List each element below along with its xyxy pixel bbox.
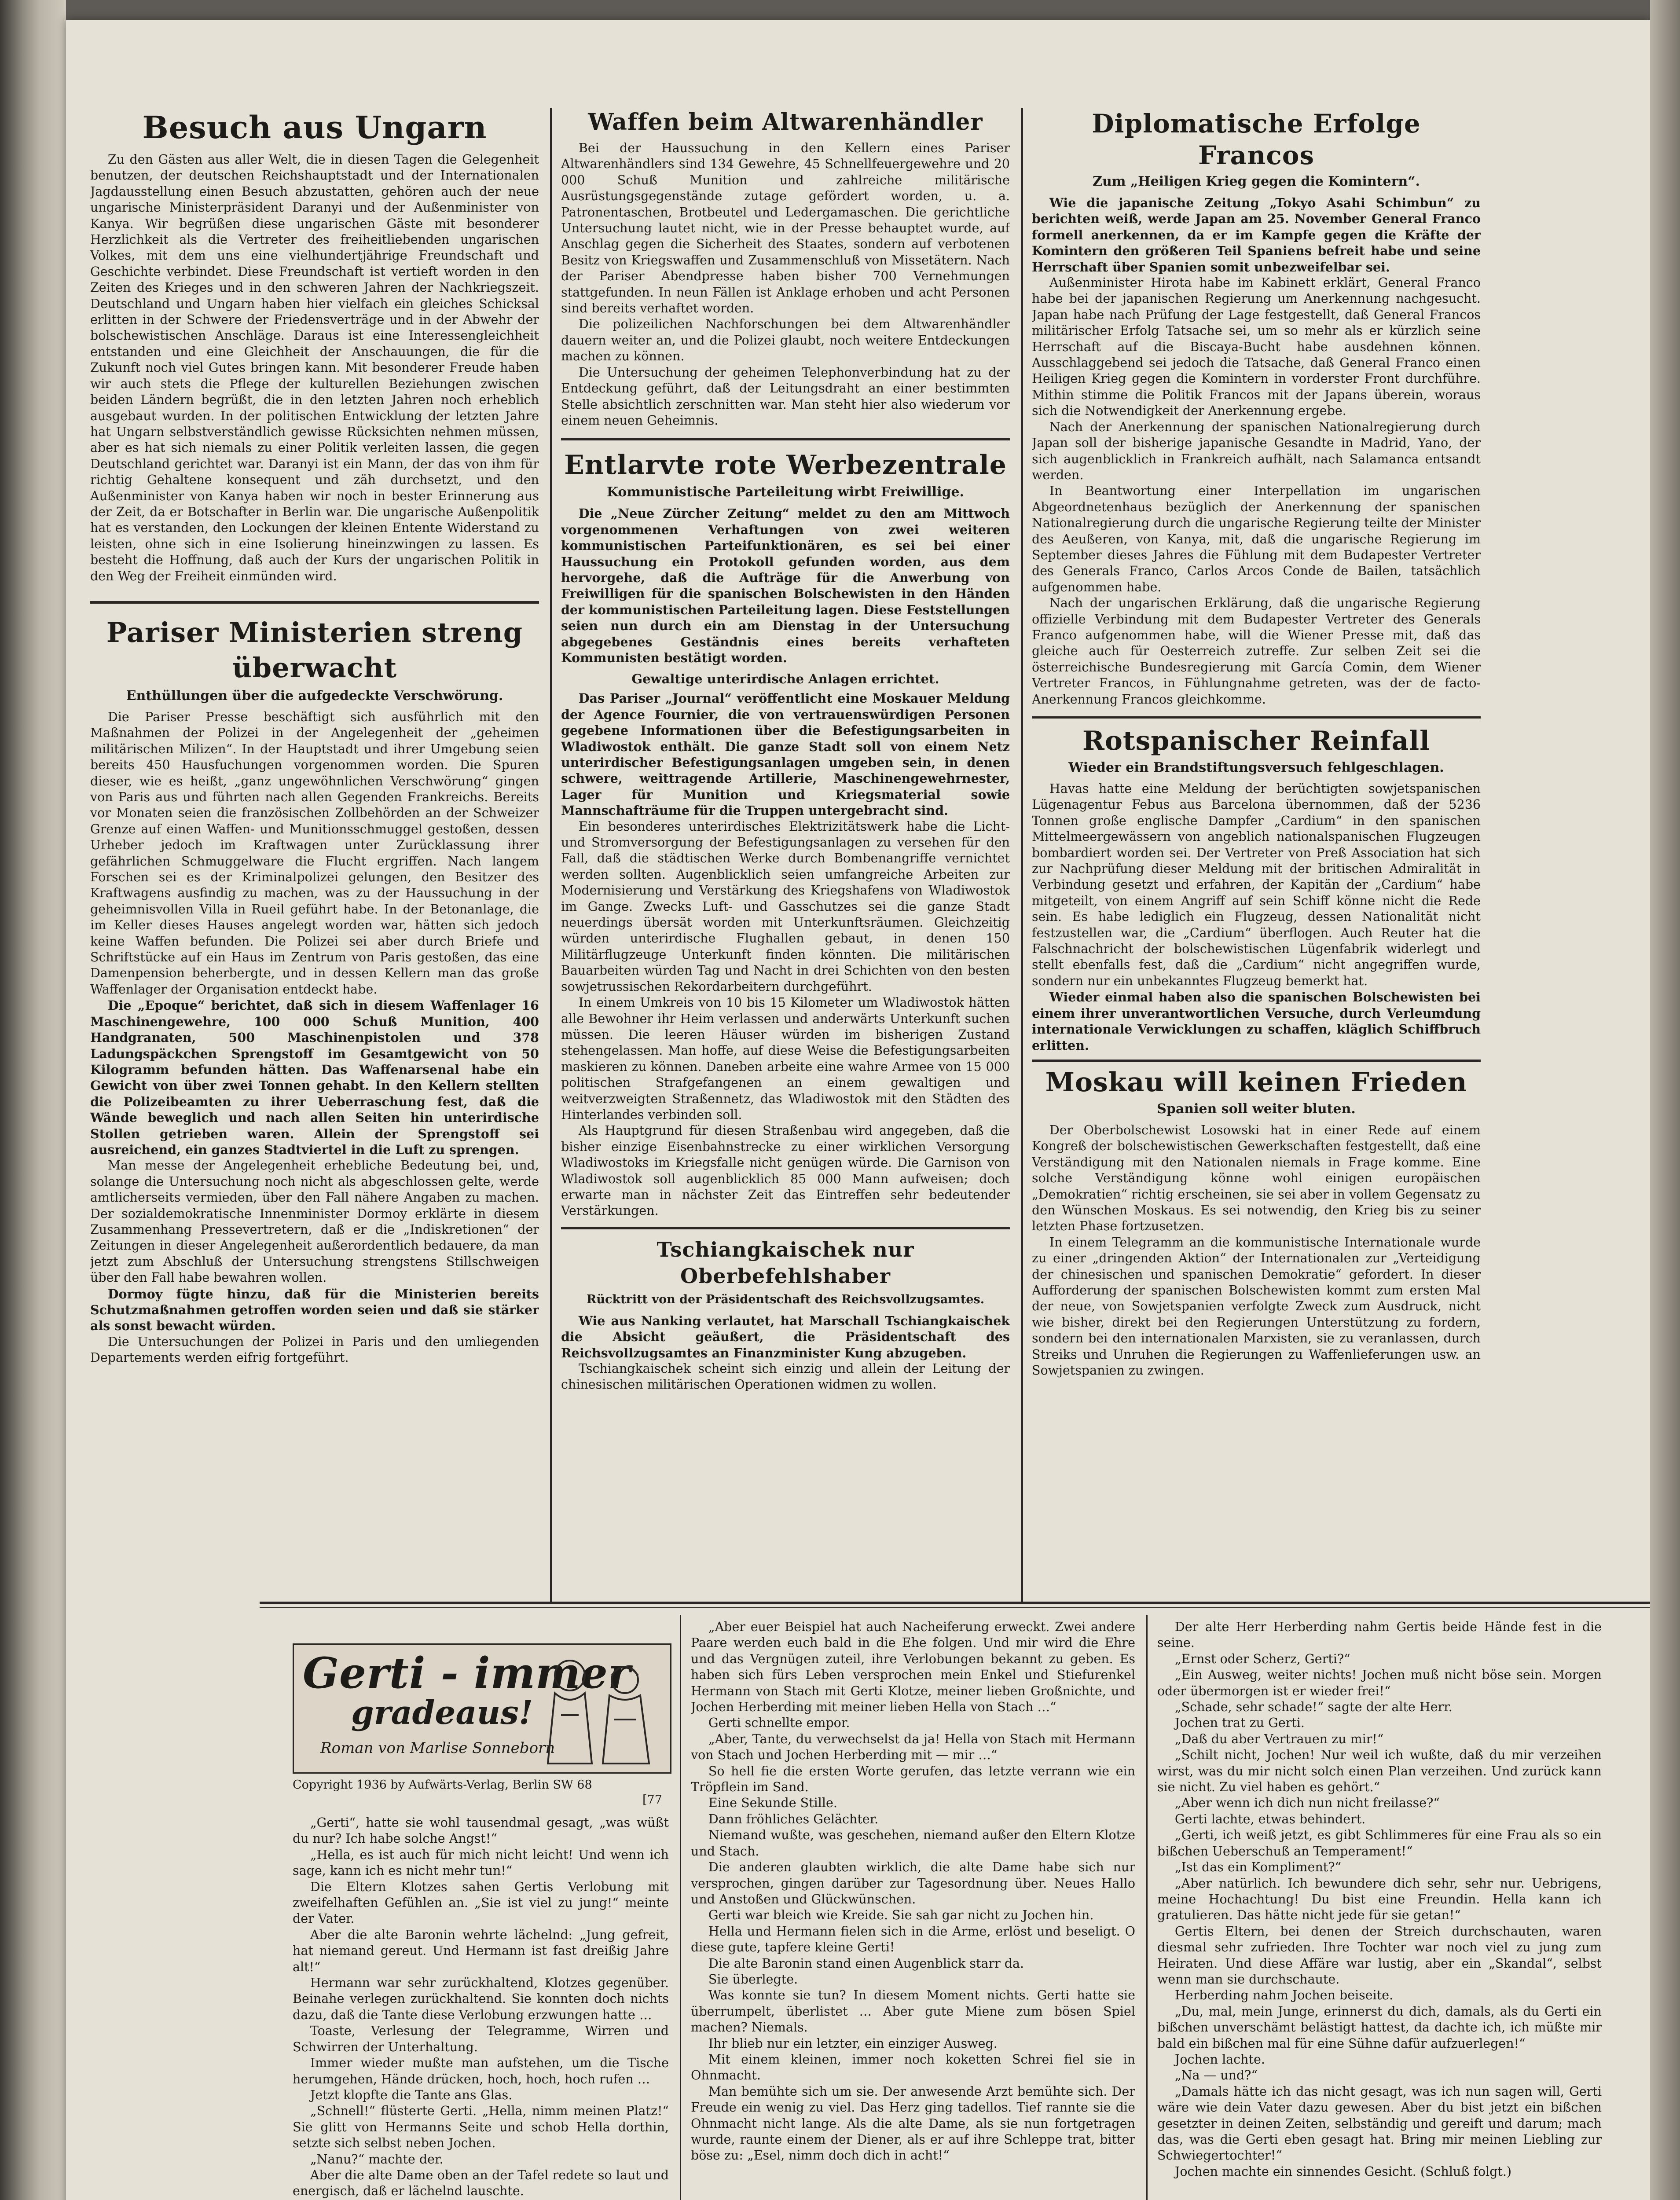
- serial-column-rule-1: [680, 1615, 681, 2200]
- subhead-unterirdische-anlagen: Gewaltige unterirdische Anlagen errichtet.: [631, 671, 939, 687]
- serial-paragraph: Der alte Herr Herberding nahm Gertis beide Hände fest in die seine.: [1157, 1620, 1602, 1650]
- serial-paragraph: Immer wieder mußte man aufstehen, um die Tische herumgehen, Hände drücken, hoch, hoch, hoch rufen …: [293, 2056, 669, 2086]
- column-1: [90, 108, 539, 1617]
- serial-paragraph: Toaste, Verlesung der Telegramme, Wirren und Schwirren der Unterhaltung.: [293, 2024, 669, 2054]
- serial-paragraph: Dann fröhliches Gelächter.: [708, 1811, 879, 1826]
- subhead-enthuellungen: Enthüllungen über die aufgedeckte Verschwörung.: [126, 688, 503, 704]
- article-rotspanischer-reinfall: Havas hatte eine Meldung der berüchtigten sowjetspanischen Lügenagentur Febus aus Barcelona übernommen, daß der 5236 Tonnen große englische Dampfer „Cardium“ in den spanischen Mittelmeergewässern von angeblich nationalspanischen Flugzeugen bombardiert worden sei. Der Vertreter von Preß Association hat sich zur Nachprüfung dieser Meldung mit der britischen Admiralität in Verbindung gesetzt und erfahren, der Kapitän der „Cardium“ habe mitgeteilt, von einem Angriff auf sein Schiff könne nicht die Rede sein. Es habe lediglich ein Flugzeug, dessen Nationalität nicht festzustellen war, die „Cardium“ überflogen. Auch Reuter hat die Falschnachricht der bolschewistischen Lügenfabrik widerlegt und stellt ebenfalls fest, daß die „Cardium“ nicht angegriffen wurde, sondern nur ein unbekanntes Flugzeug bemerkt hat. Wieder einmal haben also die spanischen Bolschewisten bei einem ihrer unverantwortlichen Versuche, durch Verleumdung internationale Verwicklungen zu schaffen, kläglich Schiffbruch erlitten.: [1032, 781, 1481, 1053]
- serial-paragraph: „Na — und?“: [1174, 2068, 1258, 2083]
- section-rule: [90, 601, 539, 604]
- serial-paragraph: „Du, mal, mein Junge, erinnerst du dich, damals, als du Gerti ein bißchen unverschämt belästigt hattest, da dachte ich, ich müßte mir bald ein bißchen mal für eine Sühne dafür aufzuerlegen!“: [1157, 2004, 1602, 2051]
- serial-paragraph: So hell fie die ersten Worte gerufen, das letzte verrann wie ein Tröpflein im Sand.: [691, 1764, 1135, 1795]
- serial-illustration: [530, 1649, 662, 1768]
- serial-paragraph: „Daß du aber Vertrauen zu mir!“: [1174, 1731, 1384, 1746]
- serial-paragraph: „Aber euer Beispiel hat auch Nacheiferung erweckt. Zwei andere Paare werden euch bald in die Ehe folgen. Und mir wird die Ehre und das Vergnügen zuteil, ihre Verlobungen bekannt zu geben. Es haben sich fürs Leben versprochen mein Enkel und Stiefurenkel Hermann von Stach mit Gerti Klotze, meiner lieben Großnichte, und Jochen Herberding mit meiner lieben Hella von Stach …“: [691, 1620, 1135, 1715]
- serial-paragraph: Aber die alte Baronin wehrte lächelnd: „Jung gefreit, hat niemand gereut. Und Hermann ist fast dreißig Jahre alt!“: [293, 1927, 669, 1974]
- serial-paragraph: „Hella, es ist auch für mich nicht leicht! Und wenn ich sage, kann ich es nicht mehr tun!“: [293, 1847, 669, 1878]
- column-rule-2: [1021, 108, 1023, 1604]
- section-rule: [561, 1227, 1010, 1229]
- serial-paragraph: „Ist das ein Kompliment?“: [1174, 1860, 1342, 1875]
- headline-entlarvte-werbezentrale: Entlarvte rote Werbezentrale: [564, 450, 1007, 481]
- serial-paragraph: „Ein Ausweg, weiter nichts! Jochen muß nicht böse sein. Morgen oder übermorgen ist er wieder frei!“: [1157, 1668, 1602, 1698]
- serial-paragraph: Gerti schnellte empor.: [708, 1716, 850, 1731]
- serial-chapter-number: [77: [642, 1793, 662, 1807]
- subhead-brandstiftungsversuch: Wieder ein Brandstiftungsversuch fehlgeschlagen.: [1068, 760, 1444, 775]
- serial-paragraph: Die anderen glaubten wirklich, die alte Dame habe sich nur versprochen, gingen darüber zur Tagesordnung über. Neues Hallo und Anstoßen und Glückwünschen.: [691, 1860, 1135, 1907]
- article-moskau-frieden: Der Oberbolschewist Losowski hat in einer Rede auf einem Kongreß der bolschewistischen Gewerkschaften festgestellt, daß eine Verständigung mit den Nationalen niemals in Frage komme. Eine solche Verständigung könne wohl einigen europäischen „Demokratien“ richtig erscheinen, sie sei aber in vollem Gegensatz zu den Wünschen Moskaus. Es sei notwendig, den Krieg bis zu seiner letzten Phase fortzusetzen. In einem Telegramm an die kommunistische Internationale wurde zu einer „dringenden Aktion“ der Internationalen zur „Verteidigung der chinesischen und spanischen Demokratie“ gefordert. In dieser Aufforderung der spanischen Bolschewisten kommt zum ersten Mal der neue, von Sowjetspanien verfolgte Zweck zum Ausdruck, nicht wie bisher, direkt bei den Regierungen Unterstützung zu fordern, sondern bei den internationalen Marxisten, sie zu veranlassen, durch Streiks und Unruhen die Regierungen zu Waffenlieferungen usw. an Sowjetspanien zu zwingen.: [1032, 1122, 1481, 1378]
- serial-paragraph: Jochen machte ein sinnendes Gesicht. (Schluß folgt.): [1174, 2164, 1512, 2179]
- serial-paragraph: Mit einem kleinen, immer noch koketten Schrei fiel sie in Ohnmacht.: [691, 2052, 1135, 2083]
- serial-paragraph: Niemand wußte, was geschehen, niemand außer den Eltern Klotze und Stach.: [691, 1828, 1135, 1859]
- article-pariser-ministerien: Die Pariser Presse beschäftigt sich ausführlich mit den Maßnahmen der Polizei in der Angelegenheit der „geheimen militärischen Milizen“. In der Hauptstadt und ihrer Umgebung seien bereits 450 Hausfuchungen vorgenommen worden. Die Spuren dieser, wie es heißt, „ganz ungewöhnlichen Verschwörung“ gingen von Paris aus und führten nach allen Gegenden Frankreichs. Bereits vor Monaten seien die französischen Zollbehörden an der Schweizer Grenze auf einen Waffen- und Munitionsschmuggel gestoßen, dessen Urheber jedoch im Kraftwagen unter Zurücklassung ihrer gefährlichen Schmuggelware die Flucht ergriffen. Nach langem Forschen sei es der Kriminalpolizei gelungen, den Besitzer des Kraftwagens ausfindig zu machen, was zu der Haussuchung in der geheimnisvollen Villa in Rueil geführt habe. In der Betonanlage, die im Keller dieses Hauses angelegt worden war, hätten sich jedoch keine Waffen befunden. Die Polizei sei aber durch Briefe und Schriftstücke auf ein Haus im Zentrum von Paris gestoßen, das eine Damenpension beherbergte, und in dessen Kellern man das große Waffenlager der Organisation entdeckt habe. Die „Epoque“ berichtet, daß sich in diesem Waffenlager 16 Maschinengewehre, 100 000 Schuß Munition, 400 Handgranaten, 500 Maschinenpistolen und 378 Ladungspäckchen Sprengstoff im Gesamtgewicht von 50 Kilogramm befunden hätten. Das Waffenarsenal habe ein Gewicht von über zwei Tonnen gehabt. In den Kellern stellten die Polizeibeamten zu ihrer Ueberraschung fest, daß die Wände beweglich und nach allen Seiten hin unterirdische Stollen getrieben waren. Allein der Sprengstoff sei ausreichend, ein ganzes Stadtviertel in die Luft zu sprengen. Man messe der Angelegenheit erhebliche Bedeutung bei, und, solange die Untersuchung noch nicht als abgeschlossen gelte, werde amtlicherseits vermieden, über den Fall nähere Angaben zu machen. Der sozialdemokratische Innenminister Dormoy erklärte in diesem Zusammenhang Pressevertretern, daß er die „Indiskretionen“ der Zeitungen in dieser Angelegenheit außerordentlich bedauere, da man jetzt zum Abschluß der Untersuchung strengstens Stillschweigen über den Fall habe bewahren wollen. Dormoy fügte hinzu, daß für die Ministerien bereits Schutzmaßnahmen getroffen worden seien und daß sie stärker als sonst bewacht würden. Die Untersuchungen der Polizei in Paris und den umliegenden Departements werden eifrig fortgeführt.: [90, 709, 539, 1365]
- subhead-heiliger-krieg: Zum „Heiligen Krieg gegen die Komintern“.: [1093, 174, 1420, 189]
- serial-paragraph: Gerti lachte, etwas behindert.: [1174, 1811, 1366, 1826]
- article-tschiangkaischek: Wie aus Nanking verlautet, hat Marschall Tschiangkaischek die Absicht geäußert, die Präsidentschaft des Reichsvollzugsamtes an Finanzminister Kung abzugeben. Tschiangkaischek scheint sich einzig und allein der Leitung der chinesischen militärischen Operationen widmen zu wollen.: [561, 1313, 1010, 1392]
- headline-waffen-altwarenhaendler: Waffen beim Altwarenhändler: [588, 109, 983, 136]
- article-diplomatische-erfolge: Wie die japanische Zeitung „Tokyo Asahi Schimbun“ zu berichten weiß, werde Japan am 25. November General Franco formell anerkennen, da er im Kampfe gegen die Kräfte der Komintern den größeren Teil Spaniens befreit habe und seine Herrschaft über Spanien somit unbezweifelbar sei. Außenminister Hirota habe im Kabinett erklärt, General Franco habe bei der japanischen Regierung um Anerkennung nachgesucht. Japan habe nach Prüfung der Lage festgestellt, daß General Francos militärischer Erfolg Tatsache sei, um so mehr als er kürzlich seine Herrschaft auf die Biscaya-Bucht habe ausdehnen können. Ausschlaggebend sei jedoch die Tatsache, daß General Franco einen Heiligen Krieg gegen die Komintern in vorderster Front durchführe. Mithin stimme die Politik Francos mit der Japans überein, woraus sich die Notwendigkeit der Anerkennung ergebe. Nach der Anerkennung der spanischen Nationalregierung durch Japan soll der bisherige japanische Gesandte in Madrid, Yano, der sich augenblicklich in Frankreich aufhält, nach Salamanca entsandt werden. In Beantwortung einer Interpellation im ungarischen Abgeordnetenhaus bezüglich der Anerkennung der spanischen Nationalregierung durch die ungarische Regierung teilte der Minister des Aeußeren, von Kanya, mit, daß die ungarische Regierung im September dieses Jahres die Fühlung mit dem Budapester Vertreter des Generals Franco, Carlos Arcos Conde de Bailen, tatsächlich aufgenommen habe. Nach der ungarischen Erklärung, daß die ungarische Regierung offizielle Verbindung mit dem Budapester Vertreter des Generals Franco aufgenommen habe, will die Wiener Presse mit, daß das gleiche auch für Oesterreich zutreffe. Zur selben Zeit sei die österreichische Bundesregierung mit García Comin, dem Wiener Vertreter Francos, in Fühlungnahme getreten, was der de facto-Anerkennung Francos gleichkomme.: [1032, 195, 1481, 707]
- serial-paragraph: Herberding nahm Jochen beiseite.: [1174, 1988, 1394, 2003]
- column-rule-1: [550, 108, 552, 1604]
- serial-separator-rule-thin: [260, 1607, 1650, 1608]
- subhead-ruecktritt: Rücktritt von der Präsidentschaft des Reichsvollzugsamtes.: [586, 1292, 985, 1306]
- serial-paragraph: „Ernst oder Scherz, Gerti?“: [1174, 1651, 1350, 1666]
- subhead-spanien-bluten: Spanien soll weiter bluten.: [1157, 1101, 1356, 1117]
- article-wladiwostok: Das Pariser „Journal“ veröffentlicht eine Moskauer Meldung der Agence Fournier, die von vertrauenswürdigen Personen gegebene Informationen über die Befestigungsarbeiten in Wladiwostok enthält. Die ganze Stadt soll von einem Netz unterirdischer Befestigungsanlagen umgeben sein, in denen schwere, weittragende Artillerie, Maschinengewehrnester, Lager für Munition und Kriegsmaterial sowie Mannschafträume für die Truppen untergebracht sind. Ein besonderes unterirdisches Elektrizitätswerk habe die Licht- und Stromversorgung der Befestigungsanlagen zu versehen für den Fall, daß die städtischen Werke durch Bombenangriffe vernichtet werden sollten. Augenblicklich seien umfangreiche Arbeiten zur Modernisierung und Verstärkung des Kriegshafens von Wladiwostok im Gange. Zwecks Luft- und Gasschutzes sei die ganze Stadt neuerdings übersät worden mit Unterkunftsräumen. Gleichzeitig würden unterirdische Flughallen gebaut, in denen 150 Militärflugzeuge Unterkunft finden könnten. Die militärischen Bauarbeiten würden Tag und Nacht in drei Schichten von den besten sowjetrussischen Rekordarbeitern durchgeführt. In einem Umkreis von 10 bis 15 Kilometer um Wladiwostok hätten alle Bewohner ihr Heim verlassen und anderwärts Unterkunft suchen müssen. Die leeren Häuser würden im bisherigen Zustand stehengelassen. Man hoffe, auf diese Weise die Befestigungsarbeiten maskieren zu können. Daneben arbeite eine wahre Armee von 15 000 politischen Strafgefangenen an einem gewaltigen und weitverzweigten Straßennetz, das Wladiwostok mit den Städten des Hinterlandes verbinden soll. Als Hauptgrund für diesen Straßenbau wird angegeben, daß die bisher einzige Eisenbahnstrecke zu einer wirklichen Versorgung Wladiwostoks im Kriegsfalle nicht genügen würde. Die Garnison von Wladiwostok soll augenblicklich 85 000 Mann aufweisen; doch erwarte man in nächster Zeit das Eintreffen sehr bedeutender Verstärkungen.: [561, 691, 1010, 1218]
- page-curl-edge: [1650, 0, 1680, 2200]
- serial-paragraph: „Gerti, ich weiß jetzt, es gibt Schlimmeres für eine Frau als so ein bißchen Ueberschuß an Temperament!“: [1157, 1828, 1602, 1859]
- column-3: [1032, 108, 1481, 1617]
- serial-paragraph: „Aber natürlich. Ich bewundere dich sehr, sehr nur. Uebrigens, meine Hochachtung! Du bist eine Freundin. Hella kann ich gratulieren. Das hätte nicht jede für sie getan!“: [1157, 1876, 1602, 1923]
- serial-column-2: [691, 1619, 1135, 2200]
- serial-subtitle: gradeaus!: [351, 1694, 533, 1732]
- serial-paragraph: „Damals hätte ich das nicht gesagt, was ich nun sagen will, Gerti wäre wie dein Vater dazu gewesen. Aber du bist jetzt ein bißchen gesetzter in deinen Zeiten, selbständig und gereift und darum; mach das, was die Gerti eben gesagt hat. Bring mir meinen Liebling zur Schwiegertochter!“: [1157, 2084, 1602, 2163]
- serial-column-1: [293, 1815, 669, 2200]
- subhead-parteileitung: Kommunistische Parteileitung wirbt Freiwillige.: [607, 484, 964, 500]
- serial-title-box: [293, 1643, 671, 1774]
- headline-rotspanischer-reinfall: Rotspanischer Reinfall: [1082, 726, 1430, 756]
- serial-author: Roman von Marlise Sonneborn: [320, 1739, 555, 1757]
- serial-column-3: [1157, 1619, 1602, 2200]
- serial-paragraph: Sie überlegte.: [708, 1972, 798, 1987]
- serial-paragraph: Ihr blieb nur ein letzter, ein einziger Ausweg.: [708, 2036, 998, 2051]
- serial-paragraph: „Gerti“, hatte sie wohl tausendmal gesagt, „was wüßt du nur? Ich habe solche Angst!“: [293, 1815, 669, 1846]
- serial-separator-rule: [260, 1602, 1650, 1604]
- serial-paragraph: „Schade, sehr schade!“ sagte der alte Herr.: [1174, 1700, 1453, 1715]
- serial-title: Gerti - immer: [303, 1648, 631, 1698]
- serial-paragraph: Aber die alte Dame oben an der Tafel redete so laut und energisch, daß er lächelnd lauschte.: [293, 2167, 669, 2199]
- serial-copyright: Copyright 1936 by Aufwärts-Verlag, Berlin SW 68: [293, 1778, 592, 1792]
- serial-paragraph: Gerti war bleich wie Kreide. Sie sah gar nicht zu Jochen hin.: [708, 1908, 1094, 1923]
- serial-paragraph: Man bemühte sich um sie. Der anwesende Arzt bemühte sich. Der Freude ein wenig zu viel. Das Herz ging tadellos. Tief rannte sie die Ohnmacht nicht lange. Als die alte Dame, als sie nun fortgetragen wurde, raunte einem der Diener, als er auf ihre Schleppe trat, bitter böse zu: „Esel, nimm doch dich in acht!“: [691, 2084, 1135, 2163]
- serial-paragraph: Hermann war sehr zurückhaltend, Klotzes gegenüber. Beinahe verlegen zurückhaltend. Sie konnten doch nichts dazu, daß die Tante diese Verlobung erzwungen hatte …: [293, 1976, 669, 2022]
- serial-paragraph: Was konnte sie tun? In diesem Moment nichts. Gerti hatte sie überrumpelt, überlistet … Aber gute Miene zum bösen Spiel machen? Niemals.: [691, 1988, 1135, 2035]
- headline-moskau-frieden: Moskau will keinen Frieden: [1045, 1067, 1467, 1098]
- headline-pariser-ministerien: Pariser Ministerien streng überwacht: [106, 616, 523, 684]
- newspaper-page: [66, 20, 1650, 2200]
- serial-column-rule-2: [1146, 1615, 1148, 2200]
- serial-paragraph: Gertis Eltern, bei denen der Streich durchschauten, waren diesmal sehr zufrieden. Ihre Tochter war noch viel zu jung zum Heiraten. Und diese Affäre war lustig, aber ein „Skandal“, selbst wenn man sie durchschaute.: [1157, 1924, 1602, 1987]
- serial-paragraph: „Aber, Tante, du verwechselst da ja! Hella von Stach mit Hermann von Stach und Jochen Herberding mit — mir …“: [691, 1731, 1135, 1763]
- serial-paragraph: „Schnell!“ flüsterte Gerti. „Hella, nimm meinen Platz!“ Sie glitt von Hermanns Seite und schob Hella dorthin, setzte sich selbst neben Jochen.: [293, 2104, 669, 2151]
- section-rule: [1032, 716, 1481, 719]
- book-binding-edge: [0, 0, 66, 2200]
- section-rule: [1032, 1060, 1481, 1062]
- serial-paragraph: Jochen lachte.: [1174, 2052, 1265, 2067]
- article-entlarvte-werbezentrale: Die „Neue Zürcher Zeitung“ meldet zu den am Mittwoch vorgenommenen Verhaftungen von zwei weiteren kommunistischen Parteifunktionären, es sei bei einer Haussuchung ein Protokoll gefunden worden, aus dem hervorgehe, daß die Aufträge für die Anwerbung von Freiwilligen für die spanischen Bolschewisten in den Händen der kommunistischen Parteileitung lagen. Diese Feststellungen seien nun durch ein am Dienstag in der Untersuchung abgegebenes Geständnis eines bereits verhafteten Kommunisten bestätigt worden.: [561, 506, 1010, 665]
- article-besuch-aus-ungarn: Zu den Gästen aus aller Welt, die in diesen Tagen die Gelegenheit benutzen, der deutschen Reichshauptstadt und der Internationalen Jagdausstellung einen Besuch abzustatten, gehören auch der neue ungarische Ministerpräsident Daranyi und der Außenminister von Kanya. Wir begrüßen diese ungarischen Gäste mit besonderer Herzlichkeit als die Vertreter des freiheitliebenden ungarischen Volkes, mit dem uns eine vielhundertjährige Freundschaft und Geschichte verbindet. Diese Freundschaft ist vertieft worden in den Zeiten des Krieges und in den schweren Jahren der Nachkriegszeit. Deutschland und Ungarn haben hier vielfach ein gleiches Schicksal erlitten in der Schwere der Friedensverträge und in der Abwehr der bolschewistischen Anschläge. Daraus ist eine Interessengleichheit entstanden und eine Gleichheit der Anschauungen, die für die Zukunft noch viel Gutes bringen kann. Mit besonderer Freude haben wir auch stets die Pflege der kulturellen Beziehungen zwischen beiden Ländern begrüßt, die in den letzten Jahren noch erheblich ausgebaut wurden. In der politischen Entwicklung der letzten Jahre hat Ungarn selbstverständlich gewisse Rücksichten nehmen müssen, aber es hat sich niemals zu einer Politik verleiten lassen, die gegen Deutschland gerichtet war. Daranyi ist ein Mann, der das von ihm für richtig Gehaltene konsequent und zäh durchsetzt, und den Außenminister von Kanya haben wir noch in bester Erinnerung aus der Zeit, da er Botschafter in Berlin war. Die ungarische Außenpolitik hat es verstanden, den Lockungen der kleinen Entente Widerstand zu leisten, ohne sich in eine Isolierung hineinzwingen zu lassen. Es besteht die Hoffnung, daß auch der Kurs der ungarischen Politik in den Weg der Freiheit einmünden wird.: [90, 152, 539, 583]
- serial-paragraph: „Schilt nicht, Jochen! Nur weil ich wußte, daß du mir verzeihen wirst, was du mir nicht solch einen Plan verzeihen. Und zurück kann sie nicht. Zu viel haben es gehört.“: [1157, 1748, 1602, 1795]
- serial-paragraph: Hella und Hermann fielen sich in die Arme, erlöst und beseligt. O diese gute, tapfere kleine Gerti!: [691, 1924, 1135, 1955]
- serial-paragraph: Die alte Baronin stand einen Augenblick starr da.: [708, 1956, 1024, 1971]
- headline-besuch-aus-ungarn: Besuch aus Ungarn: [142, 109, 487, 146]
- article-waffen-altwarenhaendler: Bei der Haussuchung in den Kellern eines Pariser Altwarenhändlers sind 134 Gewehre, 45 Schnellfeuergewehre und 20 000 Schuß Munition und zahlreiche militärische Ausrüstungsgegenstände zutage gefördert worden, u. a. Patronentaschen, Brotbeutel und Ledergamaschen. Die gerichtliche Untersuchung lautet nicht, wie in der Presse behauptet wurde, auf Anschlag gegen die Sicherheit des Staates, sondern auf verbotenen Besitz von Kriegswaffen und Zusammenschluß von Missetätern. Nach der Pariser Abendpresse haben bisher 700 Vernehmungen stattgefunden. In neun Fällen ist Anklage erhoben und acht Personen sind bereits verhaftet worden. Die polizeilichen Nachforschungen bei dem Altwarenhändler dauern weiter an, und die Polizei glaubt, noch weitere Entdeckungen machen zu können. Die Untersuchung der geheimen Telephonverbindung hat zu der Entdeckung geführt, daß der Leitungsdraht an einer bestimmten Stelle absichtlich zerschnitten war. Man steht hier also wiederum vor einem neuen Geheimnis.: [561, 141, 1010, 428]
- serial-paragraph: Jetzt klopfte die Tante ans Glas.: [310, 2087, 513, 2102]
- column-2: [561, 108, 1010, 1617]
- serial-paragraph: „Nanu?“ machte der.: [310, 2152, 444, 2167]
- serial-paragraph: Jochen trat zu Gerti.: [1174, 1716, 1305, 1731]
- serial-paragraph: Die Eltern Klotzes sahen Gertis Verlobung mit zweifelhaften Gefühlen an. „Sie ist viel zu jung!“ meinte der Vater.: [293, 1879, 669, 1926]
- headline-tschiangkaischek: Tschiangkaischek nur Oberbefehlshaber: [657, 1237, 914, 1288]
- serial-paragraph: Eine Sekunde Stille.: [708, 1796, 837, 1811]
- headline-diplomatische-erfolge: Diplomatische Erfolge Francos: [1092, 109, 1421, 170]
- serial-paragraph: „Aber wenn ich dich nun nicht freilasse?“: [1174, 1796, 1440, 1811]
- section-rule: [561, 438, 1010, 440]
